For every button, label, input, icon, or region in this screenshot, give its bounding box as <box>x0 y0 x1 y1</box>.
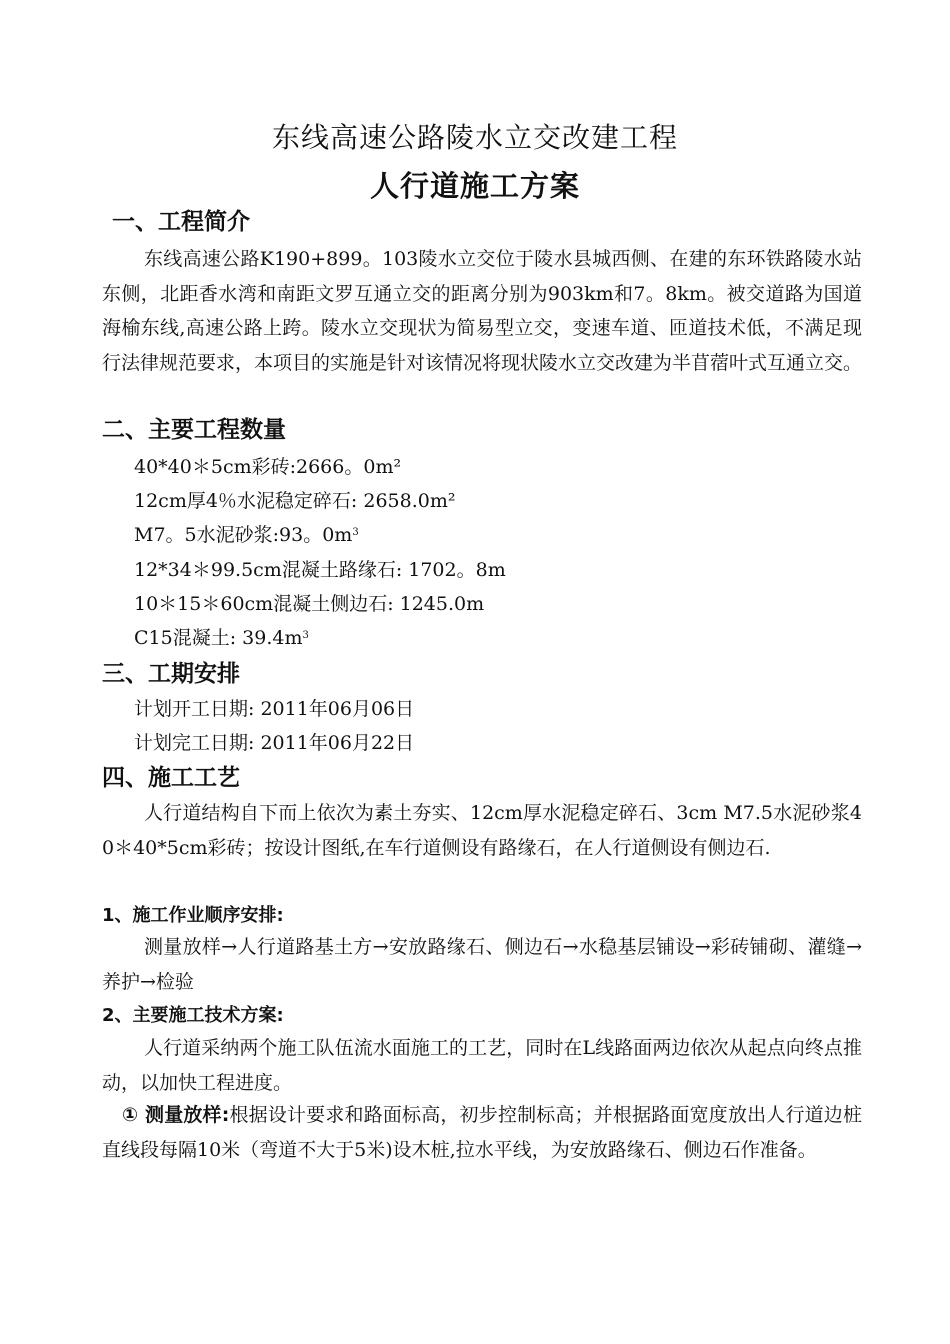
section-4-paragraph: 人行道结构自下而上依次为素土夯实、12cm厚水泥稳定碎石、3cm M7.5水泥砂浆40＊40*5cm彩砖；按设计图纸,在车行道侧设有路缘石，在人行道侧设有侧边石. <box>102 802 862 859</box>
step-1-paragraph <box>102 1098 862 1167</box>
quantity-item: 10＊15＊60cm混凝土侧边石: 1245.0m <box>134 593 485 615</box>
subsection-1-paragraph: 测量放样→人行道路基土方→安放路缘石、侧边石→水稳基层铺设→彩砖铺砌、灌缝→养护→检验 <box>102 936 862 993</box>
subsection-1-heading: 1、施工作业顺序安排: <box>102 905 284 926</box>
document-title: 东线高速公路陵水立交改建工程 <box>271 121 678 154</box>
quantity-item: 12cm厚4％水泥稳定碎石: 2658.0m² <box>134 490 456 512</box>
subsection-2-heading: 2、主要施工技术方案: <box>102 1005 284 1026</box>
section-1-heading: 一、工程简介 <box>112 209 250 235</box>
planned-end-date: 计划完工日期: 2011年06月22日 <box>134 732 415 754</box>
quantity-item: M7。5水泥砂浆:93。$0m^3$ <box>134 524 359 546</box>
document-subtitle: 人行道施工方案 <box>369 169 580 203</box>
section-3-heading: 三、工期安排 <box>102 661 240 687</box>
section-1-paragraph: 东线高速公路K190+899。103陵水立交位于陵水县城西侧、在建的东环铁路陵水站东侧，北距香水湾和南距文罗互通立交的距离分别为903km和7。8km。被交道路为国道海榆东线,高速公路上跨。陵水立交现状为简易型立交，变速车道、匝道技术低，不满足现行法律规范要求，本项目的实施是针对该情况将现状陵水立交改建为半苜蓿叶式互通立交。 <box>102 248 863 374</box>
quantity-item: C15混凝土: $39.4m^3$ <box>134 627 309 649</box>
section-2-heading: 二、主要工程数量 <box>102 417 286 443</box>
quantity-item: 40*40＊5cm彩砖:2666。0m² <box>134 456 402 478</box>
step-1-text: 根据设计要求和路面标高，初步控制标高；并根据路面宽度放出人行道边桩直线段每隔10米（弯道不大于5米)设木桩,拉水平线，为安放路缘石、侧边石作准备。 <box>102 1104 862 1161</box>
quantity-item: 12*34＊99.5cm混凝土路缘石: 1702。8m <box>134 559 506 581</box>
planned-start-date: 计划开工日期: 2011年06月06日 <box>134 698 415 720</box>
subsection-2-paragraph: 人行道采纳两个施工队伍流水面施工的工艺，同时在L线路面两边依次从起点向终点推动，以加快工程进度。 <box>102 1037 862 1094</box>
step-1-label: ① 测量放样: <box>122 1104 230 1126</box>
section-4-heading: 四、施工工艺 <box>102 765 240 791</box>
